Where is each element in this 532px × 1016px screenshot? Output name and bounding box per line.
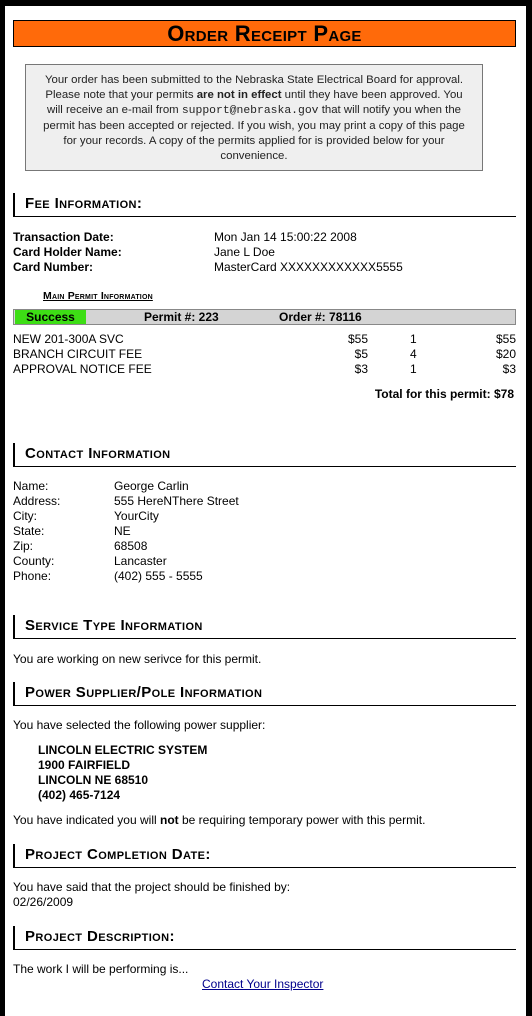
card-holder-label: Card Holder Name: — [13, 245, 122, 259]
fee-information-heading: Fee Information: — [13, 193, 516, 217]
fee-name: APPROVAL NOTICE FEE — [13, 362, 152, 376]
supplier-phone: (402) 465-7124 — [38, 788, 121, 802]
fee-total: $3 — [502, 362, 516, 376]
temp-power-bold: not — [160, 813, 179, 827]
card-number-label: Card Number: — [13, 260, 94, 274]
temp-power-text-1: You have indicated you will — [13, 813, 160, 827]
contact-name-label: Name: — [13, 479, 49, 493]
supplier-name: LINCOLN ELECTRIC SYSTEM — [38, 743, 208, 757]
temp-power-text-2: be requiring temporary power with this permit. — [178, 813, 426, 827]
notice-text-1: Your order has been submitted to the Nebraska State Electrical Board for approval. Please note that your permits — [44, 74, 464, 101]
contact-address-label: Address: — [13, 494, 61, 508]
contact-phone-label: Phone: — [13, 569, 52, 583]
fee-total: $20 — [495, 347, 516, 361]
fee-row — [13, 362, 516, 377]
notice-text-2: until they have been approved. You will receive an e-mail from — [46, 89, 463, 116]
contact-city-label: City: — [13, 509, 37, 523]
contact-state-value: NE — [114, 524, 131, 538]
fee-name: BRANCH CIRCUIT FEE — [13, 347, 143, 361]
transaction-date-label: Transaction Date: — [13, 230, 114, 244]
support-email: support@nebraska.gov — [181, 105, 319, 117]
fee-qty: 4 — [410, 347, 417, 361]
contact-county-label: County: — [13, 554, 55, 568]
service-type-heading: Service Type Information — [13, 615, 516, 639]
fee-name: NEW 201-300A SVC — [13, 332, 124, 346]
contact-inspector-link[interactable]: Contact Your Inspector — [202, 977, 324, 991]
completion-text: You have said that the project should be finished by: — [13, 880, 291, 894]
contact-zip-value: 68508 — [114, 539, 148, 553]
notice-text-3: that will notify you when the permit has been accepted or rejected. If you wish, you may print a copy of this page for your records. A copy of the permits applied for is provided below for your convenience. — [43, 104, 465, 162]
main-permit-heading: Main Permit Information — [43, 290, 153, 302]
fee-price: $3 — [354, 362, 368, 376]
contact-address-value: 555 HereNThere Street — [114, 494, 239, 508]
contact-state-label: State: — [13, 524, 45, 538]
transaction-date-value: Mon Jan 14 15:00:22 2008 — [214, 230, 357, 244]
power-supplier-intro: You have selected the following power supplier: — [13, 718, 266, 732]
contact-phone-value: (402) 555 - 5555 — [114, 569, 203, 583]
project-description-heading: Project Description: — [13, 926, 516, 950]
contact-name-value: George Carlin — [114, 479, 189, 493]
fee-qty: 1 — [410, 332, 417, 346]
submission-notice — [25, 64, 483, 171]
fee-price: $55 — [347, 332, 368, 346]
power-supplier-heading: Power Supplier/Pole Information — [13, 682, 516, 706]
permit-status-bar — [13, 309, 516, 325]
permit-number: Permit #: 223 — [144, 310, 219, 324]
fee-row — [13, 332, 516, 347]
temporary-power-text — [13, 813, 425, 827]
fee-price: $5 — [354, 347, 368, 361]
permit-total: Total for this permit: $78 — [374, 387, 514, 401]
completion-date: 02/26/2009 — [13, 895, 74, 909]
fee-row — [13, 347, 516, 362]
project-completion-heading: Project Completion Date: — [13, 844, 516, 868]
contact-city-value: YourCity — [114, 509, 159, 523]
supplier-city: LINCOLN NE 68510 — [38, 773, 149, 787]
order-number: Order #: 78116 — [279, 310, 362, 324]
supplier-street: 1900 FAIRFIELD — [38, 758, 131, 772]
description-text: The work I will be performing is... — [13, 962, 189, 976]
notice-bold: are not in effect — [196, 89, 282, 101]
service-type-text: You are working on new serivce for this permit. — [13, 652, 262, 666]
card-number-value: MasterCard XXXXXXXXXXXX5555 — [214, 260, 403, 274]
fee-qty: 1 — [410, 362, 417, 376]
card-holder-value: Jane L Doe — [214, 245, 275, 259]
contact-zip-label: Zip: — [13, 539, 34, 553]
receipt-page — [5, 6, 526, 1016]
contact-county-value: Lancaster — [114, 554, 167, 568]
status-badge: Success — [15, 310, 86, 324]
contact-information-heading: Contact Information — [13, 443, 516, 467]
page-title: Order Receipt Page — [13, 20, 516, 47]
fee-total: $55 — [495, 332, 516, 346]
